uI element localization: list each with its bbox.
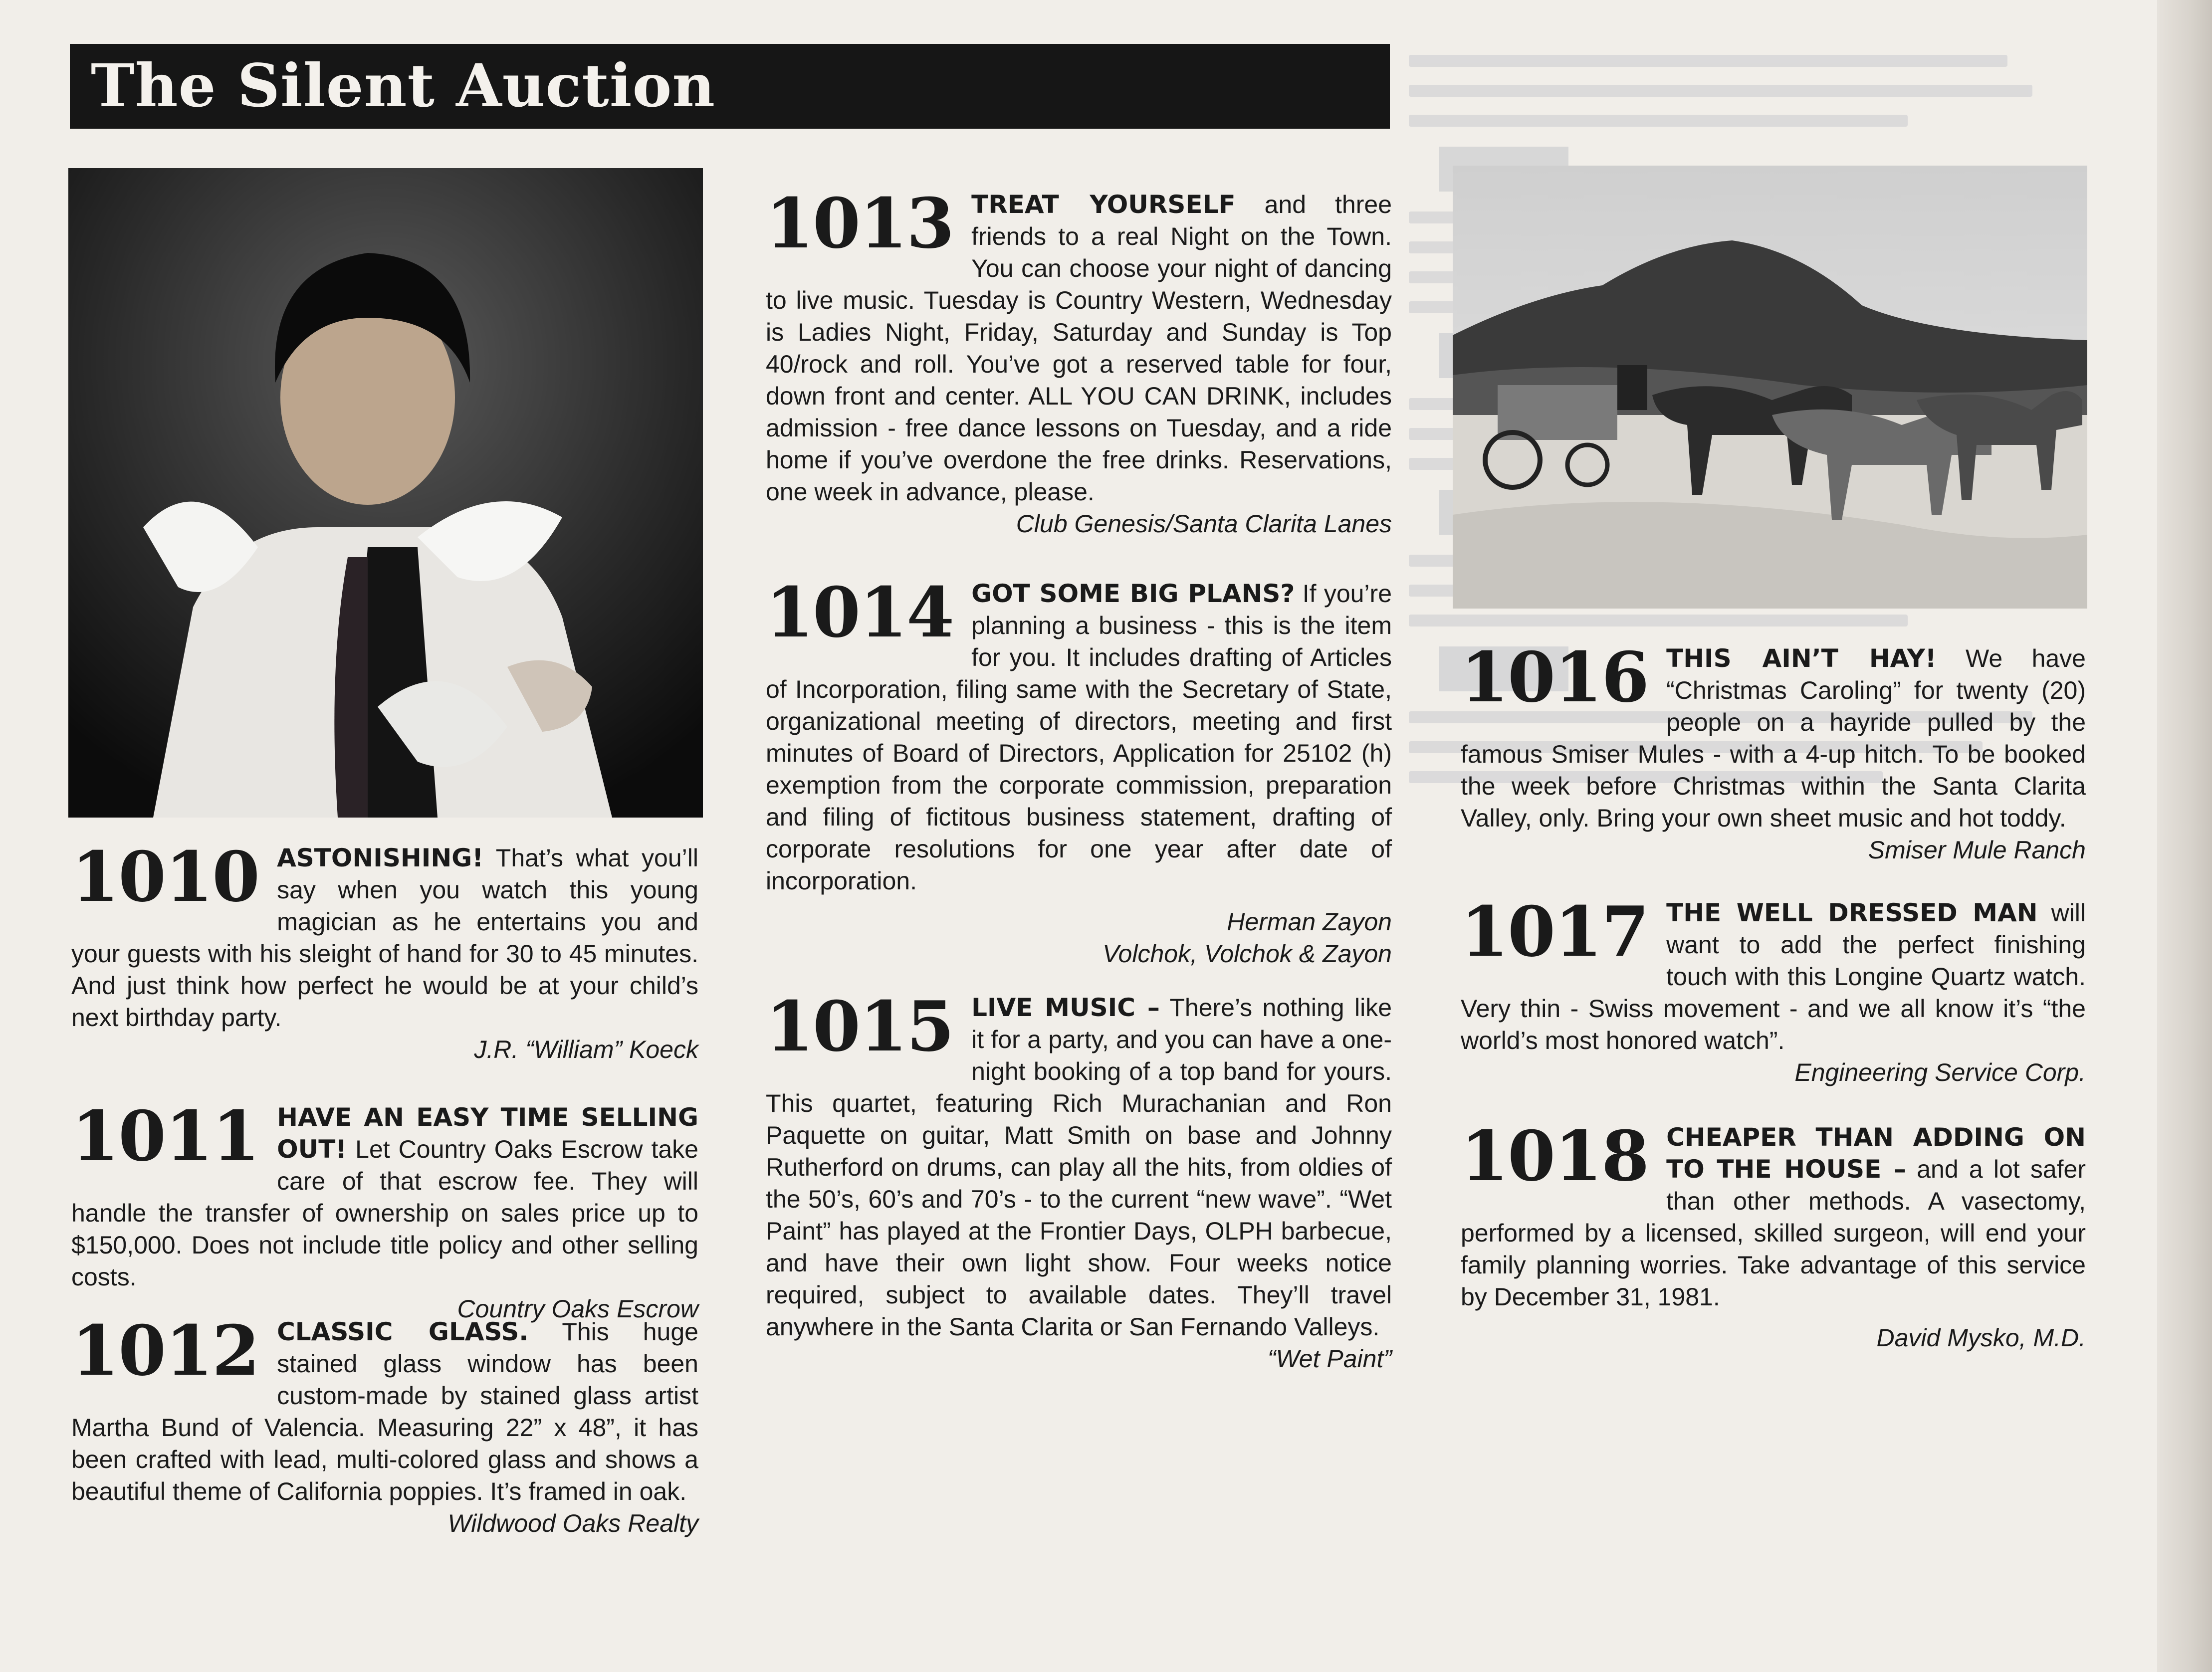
- lot-number: 1017: [1461, 891, 1649, 972]
- item-headline: GOT SOME BIG PLANS?: [971, 579, 1295, 608]
- lot-number: 1018: [1461, 1115, 1649, 1197]
- lot-number: 1016: [1461, 636, 1649, 718]
- item-headline: CLASSIC GLASS.: [277, 1317, 529, 1346]
- item-body: There’s nothing like it for a party, and you can have a one-night booking of a top band for yours. This quartet, featuring Rich Murachanian and Ron Paquette on guitar, Matt Smith on base and Johnny Rutherford on drums, can play all the hits, from oldies of the 50’s, 60’s and 70’s - to the current “new wave”. “Wet Paint” has played at the Frontier Days, OLPH barbecue, and have their own light show. Four weeks notice required, subject to available dates. They’ll travel anywhere in the Santa Clarita or San Fernando Valleys.: [766, 994, 1392, 1341]
- item-headline: TREAT YOURSELF: [971, 190, 1236, 219]
- donor-name: Wildwood Oaks Realty: [447, 1509, 698, 1537]
- item-headline: LIVE MUSIC –: [971, 993, 1160, 1022]
- mule-hayride-photo: [1453, 166, 2087, 609]
- donor-name: David Mysko, M.D.: [1876, 1324, 2086, 1352]
- lot-number: 1012: [71, 1310, 259, 1391]
- header-bar: [70, 44, 1390, 129]
- donor-firm: Volchok, Volchok & Zayon: [1103, 940, 1392, 968]
- donor-name: J.R. “William” Koeck: [474, 1036, 698, 1063]
- auction-item-1010: [71, 836, 698, 1101]
- page-title: The Silent Auction: [91, 51, 716, 120]
- auction-item-1015: [766, 986, 1392, 1375]
- item-body: If you’re planning a business - this is the item for you. It includes drafting of Articles of Incorporation, filing same with the Secretary of State, organizational meeting of directors, meeting and first minutes of Board of Directors, Application for 25102 (h) exemption from the corporate commission, preparation and filing of fictitous business statement, drafting of corporate resolutions for one year after date of incorporation.: [766, 580, 1392, 895]
- item-body: This huge stained glass window has been custom-made by stained glass artist Martha Bund of Valencia. Measuring 22” x 48”, it has been crafted with lead, multi-colored glass and shows a beautiful theme of California poppies. It’s framed in oak.: [71, 1318, 698, 1505]
- item-headline: THIS AIN’T HAY!: [1666, 644, 1937, 673]
- lot-number: 1011: [71, 1095, 259, 1177]
- lot-number: 1015: [766, 986, 954, 1067]
- item-headline: THE WELL DRESSED MAN: [1666, 898, 2038, 927]
- item-headline: ASTONISHING!: [277, 843, 484, 872]
- auction-item-1012: [71, 1310, 698, 1539]
- column-middle: [766, 183, 1392, 1375]
- auction-item-1013: [766, 183, 1392, 578]
- donor-name: Smiser Mule Ranch: [1868, 836, 2086, 864]
- auction-item-1018: [1461, 1115, 2086, 1354]
- lot-number: 1013: [766, 183, 954, 264]
- item-body: and a lot safer than other methods. A vasectomy, performed by a licensed, skilled surgeon, will end your family planning worries. Take advantage of this service by December 31, 1981.: [1461, 1155, 2086, 1311]
- item-headline: CHEAPER THAN ADDING ON TO THE HOUSE –: [1666, 1123, 2086, 1184]
- donor-name: “Wet Paint”: [1267, 1345, 1392, 1373]
- donor-name: Country Oaks Escrow: [457, 1295, 698, 1323]
- donor-name: Club Genesis/Santa Clarita Lanes: [1016, 510, 1392, 538]
- column-right: [1461, 636, 2086, 1354]
- item-body: will want to add the perfect finishing touch with this Longine Quartz watch. Very thin - Swiss movement - and we all know it’s “the world’s most honored watch”.: [1461, 899, 2086, 1054]
- column-left: [71, 836, 698, 1539]
- item-body: and three friends to a real Night on the Town. You can choose your night of dancing to live music. Tuesday is Country Western, Wednesday is Ladies Night, Friday, Saturday and Sunday is Top 40/rock and roll. You’ve got a reserved table for four, down front and center. ALL YOU CAN DRINK, includes admission - free dance lessons on Tuesday, and a ride home if you’ve overdone the free drinks. Reservations, one week in advance, please.: [766, 191, 1392, 506]
- lot-number: 1014: [766, 572, 954, 653]
- item-body: Let Country Oaks Escrow take care of that escrow fee. They will handle the transfer of ownership on sales price up to $150,000. Does not include title policy and other selling costs.: [71, 1135, 698, 1291]
- lot-number: 1010: [71, 836, 259, 917]
- auction-item-1017: [1461, 891, 2086, 1121]
- auction-item-1011: [71, 1095, 698, 1323]
- donor-name: Engineering Service Corp.: [1794, 1058, 2086, 1086]
- page-edge-shadow: [2157, 0, 2212, 1672]
- item-body: We have “Christmas Caroling” for twenty (20) people on a hayride pulled by the famous Smiser Mules - with a 4-up hitch. To be booked the week before Christmas within the Santa Clarita Valley, only. Bring your own sheet music and hot toddy.: [1461, 644, 2086, 832]
- auction-item-1016: [1461, 636, 2086, 897]
- item-headline: HAVE AN EASY TIME SELLING OUT!: [277, 1103, 698, 1164]
- donor-name: Herman Zayon: [1227, 908, 1392, 936]
- magician-photo: [68, 168, 703, 818]
- auction-item-1014: [766, 572, 1392, 992]
- item-body: That’s what you’ll say when you watch this young magician as he entertains you and your guests with his sleight of hand for 30 to 45 minutes. And just think how perfect he would be at your child’s next birthday party.: [71, 844, 698, 1032]
